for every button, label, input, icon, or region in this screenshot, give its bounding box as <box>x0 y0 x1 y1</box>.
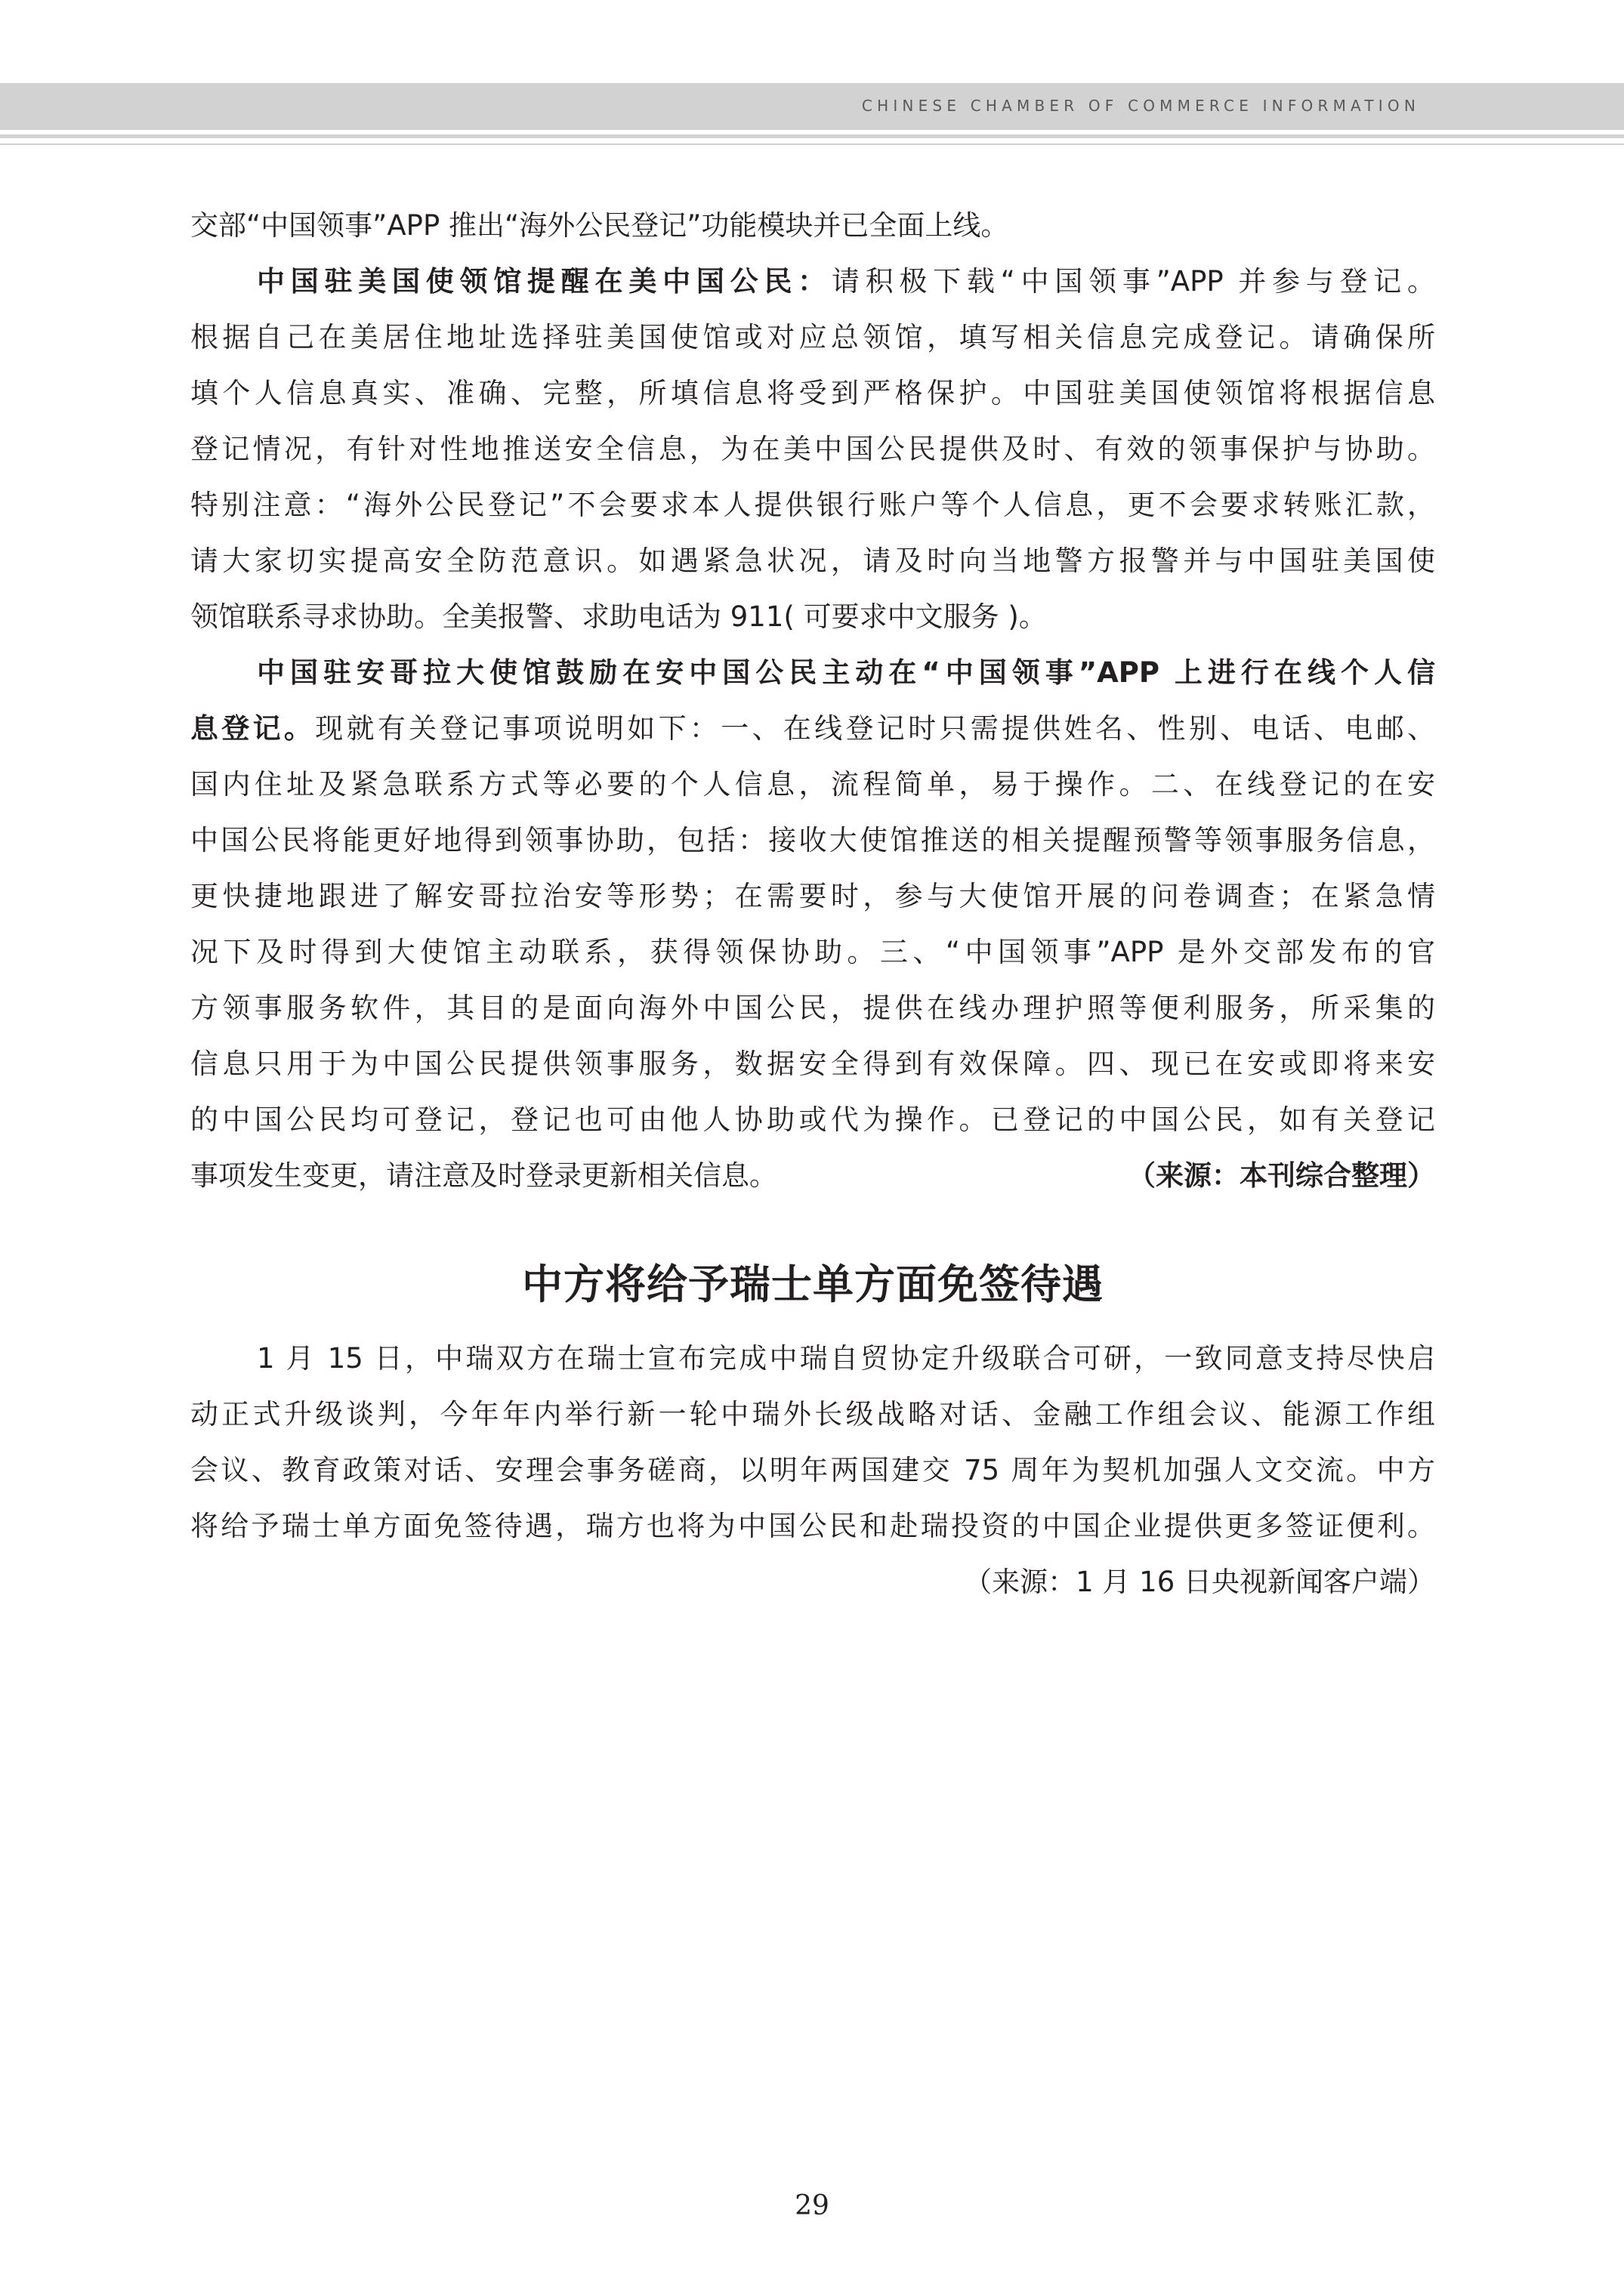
page-content <box>190 198 1435 1610</box>
paragraph-line: 国内住址及紧急联系方式等必要的个人信息，流程简单，易于操作。二、在线登记的在安 <box>190 768 1435 801</box>
paragraph-line: 方领事服务软件，其目的是面向海外中国公民，提供在线办理护照等便利服务，所采集的 <box>190 992 1435 1024</box>
paragraph-line: 1 月 15 日，中瑞双方在瑞士宣布完成中瑞自贸协定升级联合可研，一致同意支持尽快启 <box>257 1342 1435 1375</box>
paragraph-line: 填个人信息真实、准确、完整，所填信息将受到严格保护。中国驻美国使领馆将根据信息 <box>190 377 1435 409</box>
paragraph-line: 中国公民将能更好地得到领事协助，包括：接收大使馆推送的相关提醒预警等领事服务信息， <box>190 824 1435 856</box>
paragraph-line <box>190 701 1435 757</box>
running-title: CHINESE CHAMBER OF COMMERCE INFORMATION <box>861 97 1420 115</box>
paragraph-line: 更快捷地跟进了解安哥拉治安等形势；在需要时，参与大使馆开展的问卷调查；在紧急情 <box>190 880 1435 912</box>
paragraph-line: 会议、教育政策对话、安理会事务磋商，以明年两国建交 75 周年为契机加强人文交流。中方 <box>190 1454 1435 1486</box>
line-text: 请积极下载“中国领事”APP 并参与登记。 <box>831 265 1435 298</box>
article-title: 中方将给予瑞士单方面免签待遇 <box>522 1261 1104 1308</box>
bold-lead: 息登记。 <box>190 712 316 745</box>
paragraph-line: 动正式升级谈判，今年年内举行新一轮中瑞外长级战略对话、金融工作组会议、能源工作组 <box>190 1398 1435 1430</box>
paragraph-line: 况下及时得到大使馆主动联系，获得领保协助。三、“中国领事”APP 是外交部发布的官 <box>190 936 1435 968</box>
paragraph-line: 交部“中国领事”APP 推出“海外公民登记”功能模块并已全面上线。 <box>190 209 1009 242</box>
line-text: 事项发生变更，请注意及时登录更新相关信息。 <box>190 1159 777 1192</box>
paragraph-line: 登记情况，有针对性地推送安全信息，为在美中国公民提供及时、有效的领事保护与协助。 <box>190 433 1435 465</box>
paragraph-line: 的中国公民均可登记，登记也可由他人协助或代为操作。已登记的中国公民，如有关登记 <box>190 1103 1435 1136</box>
paragraph-line <box>190 1148 1435 1204</box>
paragraph-line: 请大家切实提高安全防范意识。如遇紧急状况，请及时向当地警方报警并与中国驻美国使 <box>190 545 1435 577</box>
paragraph-line: 信息只用于为中国公民提供领事服务，数据安全得到有效保障。四、现已在安或即将来安 <box>190 1048 1435 1080</box>
source-note: （来源：本刊综合整理） <box>1128 1159 1435 1192</box>
paragraph-line: 根据自己在美居住地址选择驻美国使馆或对应总领馆，填写相关信息完成登记。请确保所 <box>190 321 1435 353</box>
source-note: （来源：1 月 16 日央视新闻客户端） <box>964 1566 1435 1598</box>
paragraph-line <box>190 254 1435 310</box>
header-rule-thick <box>0 134 1624 138</box>
paragraph-line: 领馆联系寻求协助。全美报警、求助电话为 911( 可要求中文服务 )。 <box>190 600 1047 633</box>
page-number: 29 <box>795 2190 829 2221</box>
bold-lead: 中国驻美国使领馆提醒在美中国公民： <box>257 265 832 298</box>
paragraph-line-bold: 中国驻安哥拉大使馆鼓励在安中国公民主动在“中国领事”APP 上进行在线个人信 <box>257 656 1435 689</box>
paragraph-line: 特别注意：“海外公民登记”不会要求本人提供银行账户等个人信息，更不会要求转账汇款， <box>190 489 1435 521</box>
line-text: 现就有关登记事项说明如下：一、在线登记时只需提供姓名、性别、电话、电邮、 <box>315 712 1435 745</box>
paragraph-line: 将给予瑞士单方面免签待遇，瑞方也将为中国公民和赴瑞投资的中国企业提供更多签证便利。 <box>190 1510 1435 1542</box>
header-rule-thin <box>0 144 1624 145</box>
